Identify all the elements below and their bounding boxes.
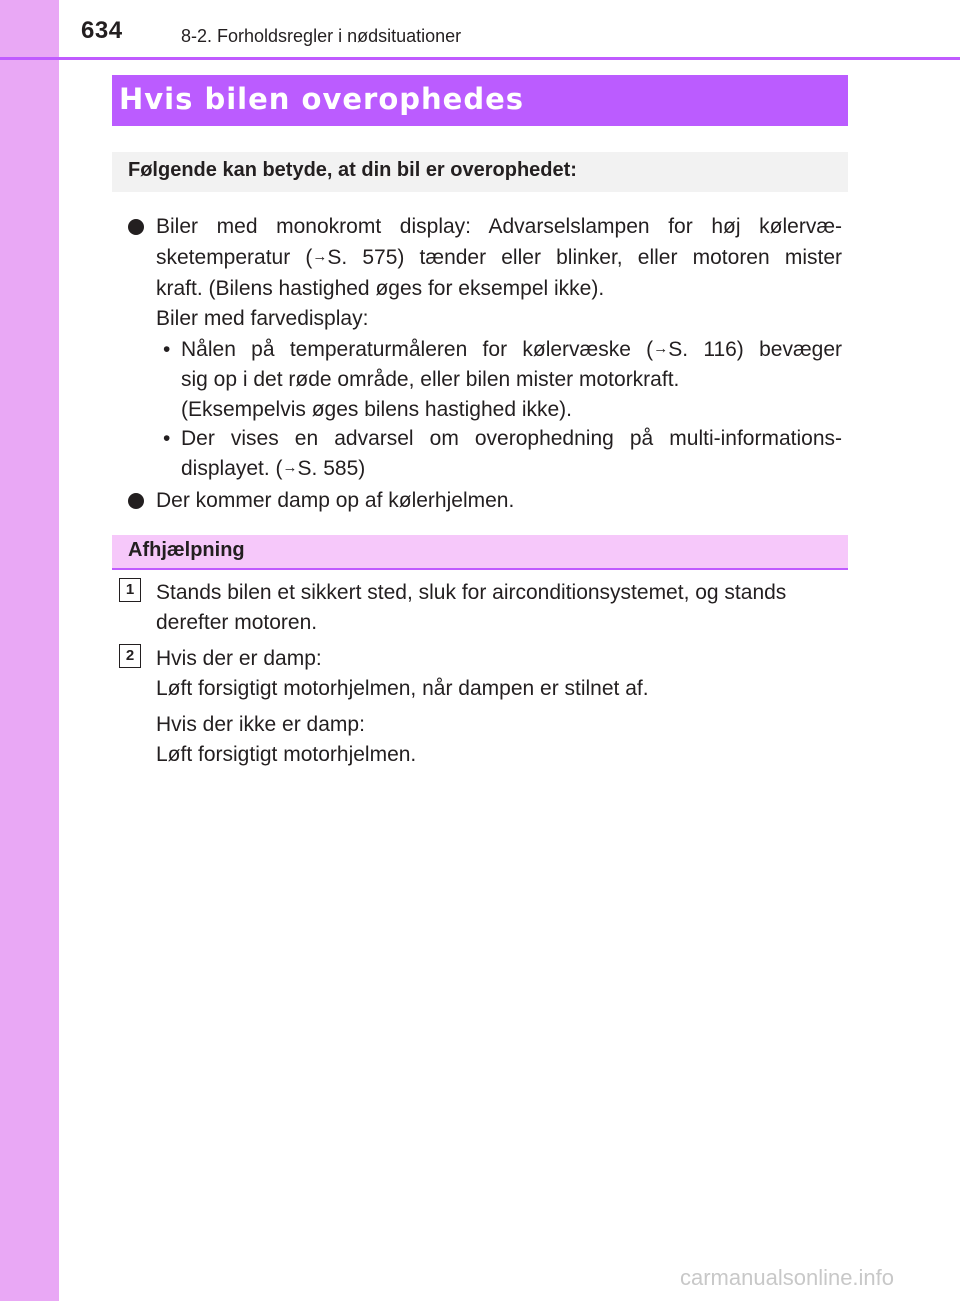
- text-part: S. 585): [297, 457, 366, 480]
- header-rule: [0, 57, 960, 60]
- bullet-1-line-3: kraft. (Bilens hastighed øges for eksempel ikke).: [156, 277, 605, 300]
- step-1-line-2: derefter motoren.: [156, 611, 318, 634]
- sub-bullet-dot: •: [163, 427, 171, 450]
- remedy-heading: Afhjælpning: [128, 539, 245, 561]
- text-part: sketemperatur (: [156, 246, 313, 269]
- remedy-heading-rule: [112, 568, 848, 570]
- bullet-icon: [128, 219, 144, 235]
- step-1-line-1: Stands bilen et sikkert sted, sluk for airconditionsystemet, og stands: [156, 581, 787, 604]
- sub-item-2-line-1: Der vises en advarsel om overophedning på multi-informations-: [181, 427, 842, 450]
- sub-item-2-line-2: [181, 457, 365, 481]
- step-2-line-3: Hvis der ikke er damp:: [156, 713, 365, 736]
- summary-text: Følgende kan betyde, at din bil er overophedet:: [128, 159, 577, 181]
- text-part: displayet. (: [181, 457, 283, 480]
- step-number-2: 2: [119, 644, 141, 668]
- bullet-2-line-1: Der kommer damp op af kølerhjelmen.: [156, 489, 515, 512]
- text-part: S. 575) tænder eller blinker, eller motoren mister: [327, 246, 842, 269]
- step-2-line-2: Løft forsigtigt motorhjelmen, når dampen er stilnet af.: [156, 677, 649, 700]
- side-color-band: [0, 0, 59, 1301]
- arrow-icon: →: [653, 340, 669, 357]
- step-2-line-4: Løft forsigtigt motorhjelmen.: [156, 743, 417, 766]
- sub-item-1-line-3: (Eksempelvis øges bilens hastighed ikke).: [181, 398, 573, 421]
- bullet-icon: [128, 493, 144, 509]
- bullet-1-line-1: Biler med monokromt display: Advarselslampen for høj kølervæ-: [156, 215, 842, 238]
- page-title: Hvis bilen overophedes: [119, 82, 525, 116]
- step-2-line-1: Hvis der er damp:: [156, 647, 322, 670]
- bullet-1-line-2: [156, 246, 842, 270]
- section-label: 8-2. Forholdsregler i nødsituationer: [181, 26, 462, 46]
- arrow-icon: →: [282, 459, 298, 476]
- text-part: Nålen på temperaturmåleren for kølervæske (: [181, 338, 654, 361]
- watermark: carmanualsonline.info: [680, 1265, 895, 1290]
- page-number: 634: [81, 17, 123, 44]
- bullet-1-line-4: Biler med farvedisplay:: [156, 307, 369, 330]
- step-number-1: 1: [119, 578, 141, 602]
- arrow-icon: →: [312, 248, 328, 265]
- sub-bullet-dot: •: [163, 338, 171, 361]
- sub-item-1-line-1: [181, 338, 842, 362]
- text-part: S. 116) bevæger: [668, 338, 842, 361]
- sub-item-1-line-2: sig op i det røde område, eller bilen mister motorkraft.: [181, 368, 680, 391]
